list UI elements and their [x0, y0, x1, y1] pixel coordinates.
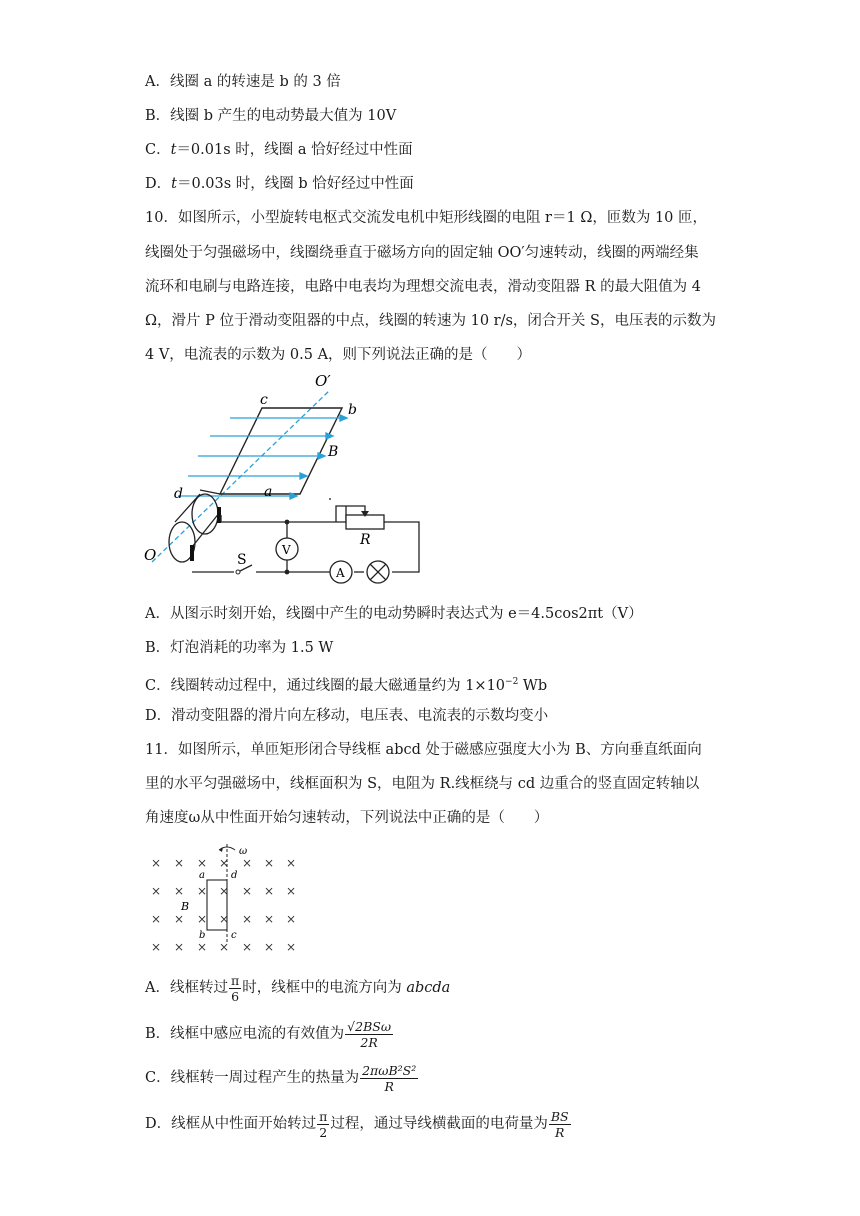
q10-option-b: B．灯泡消耗的功率为 1.5 W: [145, 640, 334, 656]
magnetic-field-lines: [178, 415, 347, 499]
q11-stem-line-3: 角速度ω从中性面开始匀速转动，下列说法中正确的是（ ）: [145, 810, 549, 826]
svg-text:×: ×: [264, 940, 275, 954]
q11-option-d: [145, 1108, 572, 1140]
q10-stem-line-3: 流环和电刷与电路连接，电路中电表均为理想交流电表，滑动变阻器 R 的最大阻值为 4: [145, 279, 701, 295]
label-d: d: [231, 870, 238, 881]
label-r: R: [360, 532, 371, 548]
q9-c-var: t: [170, 142, 177, 158]
label-field-b: B: [328, 444, 339, 460]
svg-text:×: ×: [174, 856, 185, 870]
q9-option-a: A．线圈 a 的转速是 b 的 3 倍: [145, 74, 341, 90]
svg-text:×: ×: [151, 884, 162, 898]
field-crosses: [151, 856, 296, 954]
q10-c-prefix: C．线圈转动过程中，通过线圈的最大磁通量约为 1×10: [145, 677, 506, 694]
label-a: a: [199, 870, 205, 881]
q11-d-prefix: D．线框从中性面开始转过: [145, 1116, 317, 1132]
svg-text:×: ×: [219, 912, 230, 926]
q10-generator-diagram: [140, 372, 430, 594]
q10-option-c: [145, 672, 547, 696]
q11-d-mid: 过程，通过导线横截面的电荷量为: [330, 1116, 548, 1132]
q10-option-d: D．滑动变阻器的滑片向左移动，电压表、电流表的示数均变小: [145, 708, 549, 724]
q9-c-prefix: C．: [145, 142, 171, 158]
q10-c-exponent: −2: [505, 677, 519, 687]
label-v: V: [282, 543, 291, 557]
q11-d-fraction-2: $\frac{BS}{R}$: [550, 1108, 569, 1140]
q10-option-a: A．从图示时刻开始，线圈中产生的电动势瞬时表达式为 e＝4.5cos2πt（V）: [145, 606, 643, 622]
svg-text:×: ×: [242, 856, 253, 870]
q11-option-c: [145, 1062, 419, 1094]
svg-text:×: ×: [219, 856, 230, 870]
q11-stem-line-2: 里的水平匀强磁场中，线框面积为 S，电阻为 R.线框绕与 cd 边重合的竖直固定转轴以: [145, 776, 700, 792]
q9-d-var: t: [171, 176, 177, 192]
svg-text:×: ×: [197, 912, 208, 926]
svg-text:×: ×: [219, 940, 230, 954]
svg-text:×: ×: [286, 912, 297, 926]
svg-text:×: ×: [264, 884, 275, 898]
svg-text:×: ×: [242, 884, 253, 898]
q11-a-suffix: 时，线框中的电流方向为: [242, 980, 407, 996]
svg-text:×: ×: [242, 912, 253, 926]
q11-d-fraction-1: $\frac{\pi}{2}$: [319, 1108, 328, 1140]
q11-option-b: [145, 1018, 394, 1050]
svg-text:×: ×: [286, 940, 297, 954]
q10-stem-line-4: Ω，滑片 P 位于滑动变阻器的中点，线圈的转速为 10 r/s，闭合开关 S，电压表的示数为: [145, 313, 716, 329]
slip-ring-upper: [192, 494, 218, 534]
svg-text:×: ×: [264, 912, 275, 926]
label-s: S: [237, 552, 247, 568]
q9-option-c: [145, 140, 413, 160]
label-c: c: [260, 392, 268, 408]
svg-text:×: ×: [151, 912, 162, 926]
q11-c-fraction: $\frac{\text{2πωB²S²}}{R}$: [362, 1062, 417, 1094]
q11-b-prefix: B．线框中感应电流的有效值为: [145, 1026, 345, 1042]
q11-stem-line-1: 11．如图所示，单匝矩形闭合导线框 abcd 处于磁感应强度大小为 B、方向垂直纸面向: [145, 742, 702, 758]
q9-d-rest: ＝0.03s 时，线圈 b 恰好经过中性面: [176, 176, 414, 192]
q11-c-prefix: C．线框转一周过程产生的热量为: [145, 1070, 360, 1086]
label-o-prime: O′: [315, 372, 331, 390]
rheostat: [346, 515, 384, 529]
svg-text:×: ×: [219, 884, 230, 898]
svg-text:×: ×: [197, 884, 208, 898]
q11-b-fraction: $\frac{\text{√2BSω}}{2R}$: [347, 1018, 392, 1050]
q9-d-prefix: D．: [145, 176, 172, 192]
q11-option-a: [145, 972, 450, 1004]
label-b: b: [348, 402, 357, 418]
svg-text:×: ×: [174, 912, 185, 926]
q11-frame-diagram: [145, 840, 305, 956]
q11-a-path: abcda: [406, 980, 451, 996]
svg-text:×: ×: [242, 940, 253, 954]
q9-option-b: B．线圈 b 产生的电动势最大值为 10V: [145, 108, 397, 124]
svg-text:×: ×: [197, 856, 208, 870]
q10-stem-line-1: 10．如图所示，小型旋转电枢式交流发电机中矩形线圈的电阻 r＝1 Ω，匝数为 10 匝，: [145, 210, 708, 226]
svg-text:×: ×: [197, 940, 208, 954]
q9-option-d: [145, 174, 414, 194]
svg-text:×: ×: [151, 940, 162, 954]
label-field-b: B: [181, 900, 190, 913]
label-omega: ω: [239, 846, 248, 857]
q9-c-rest: ＝0.01s 时，线圈 a 恰好经过中性面: [176, 142, 413, 158]
q10-c-suffix: Wb: [518, 677, 548, 694]
q11-a-prefix: A．线框转过: [145, 980, 228, 996]
label-b: b: [199, 930, 206, 941]
svg-text:×: ×: [174, 884, 185, 898]
svg-text:×: ×: [151, 856, 162, 870]
svg-text:×: ×: [264, 856, 275, 870]
svg-text:×: ×: [286, 884, 297, 898]
label-o: O: [144, 546, 157, 564]
label-c: c: [231, 930, 237, 941]
svg-text:×: ×: [174, 940, 185, 954]
label-ammeter: A: [336, 566, 345, 580]
svg-text:×: ×: [286, 856, 297, 870]
q11-a-fraction: $\frac{\pi}{6}$: [230, 972, 240, 1004]
external-circuit: [192, 498, 419, 572]
q10-stem-line-2: 线圈处于匀强磁场中，线圈绕垂直于磁场方向的固定轴 OO′匀速转动，线圈的两端经集: [145, 245, 699, 261]
coil-loop: [220, 408, 342, 494]
brush-lower: [190, 545, 194, 561]
label-d: d: [174, 486, 183, 502]
label-a: a: [264, 484, 273, 500]
q10-stem-line-5: 4 V，电流表的示数为 0.5 A，则下列说法正确的是（ ）: [145, 347, 532, 363]
